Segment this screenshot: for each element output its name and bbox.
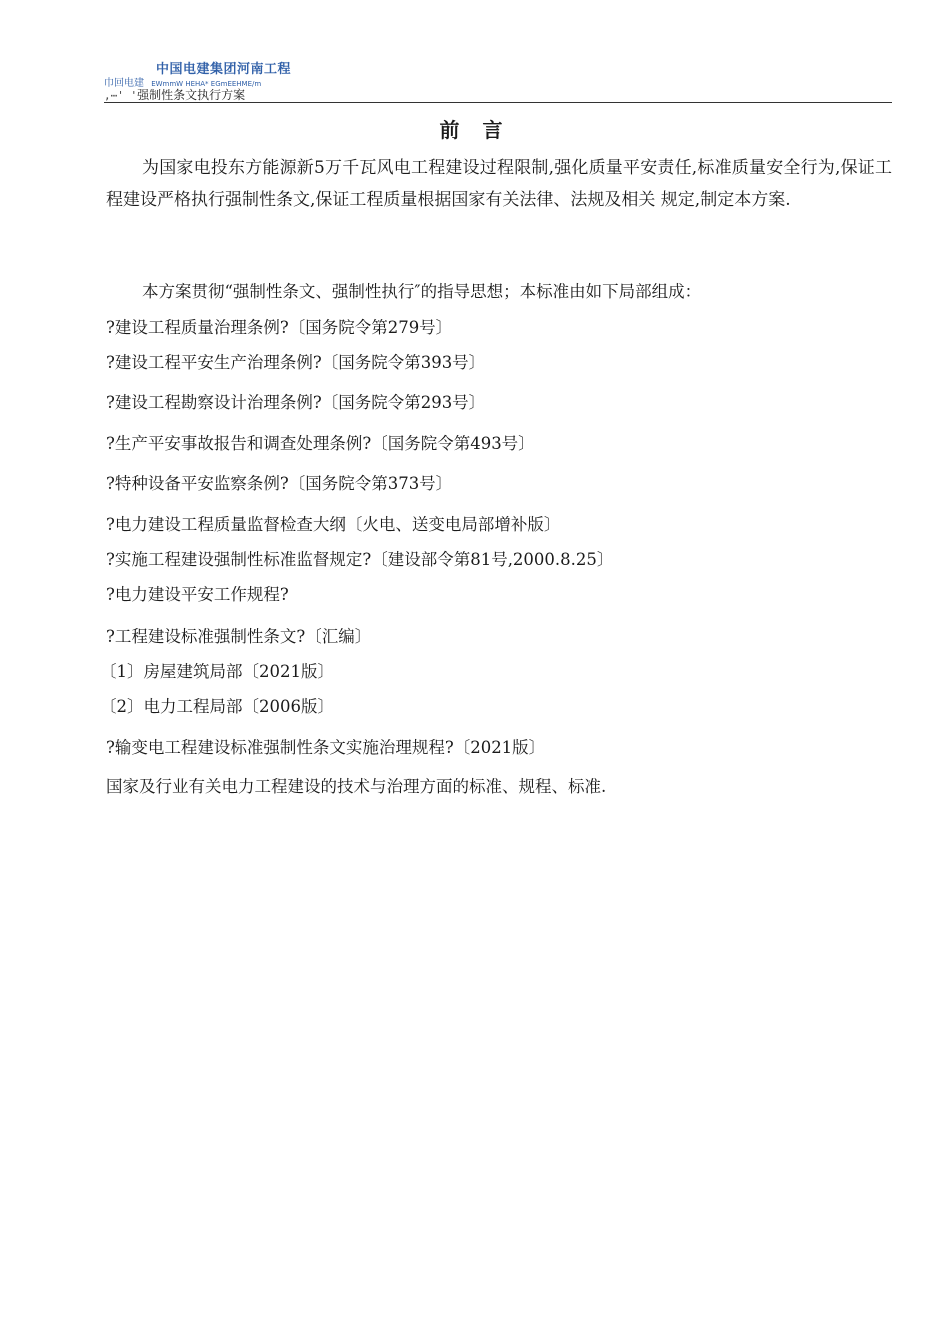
list-item: ?特种设备平安监察条例?〔国务院令第373号〕: [106, 474, 453, 493]
page-title: 前 言: [439, 118, 511, 142]
list-item: 〔1〕房屋建筑局部〔2021版〕: [100, 662, 334, 681]
logo-cn-text: 巾回电建: [104, 78, 144, 89]
company-name: 中国电建集团河南工程: [156, 62, 292, 77]
list-item: ?电力建设平安工作规程?: [106, 585, 289, 604]
list-item: ?工程建设标准强制性条文?〔汇编〕: [106, 627, 372, 646]
list-item: ?实施工程建设强制性标准监督规定?〔建设部令第81号,2000.8.25〕: [106, 550, 614, 569]
list-item: ?建设工程质量治理条例?〔国务院令第279号〕: [106, 318, 453, 337]
list-item: 国家及行业有关电力工程建设的技术与治理方面的标准、规程、标准.: [106, 777, 607, 796]
intro-paragraph: 为国家电投东方能源新5万千瓦风电工程建设过程限制,强化质量平安责任,标准质量安全行为,保证工程建设严格执行强制性条文,保证工程质量根据国家有关法律、法规及相关 规定,制定本方案.: [106, 158, 892, 210]
header-prefix: ,⋯' ': [104, 89, 138, 102]
header-title-text: 强制性条文执行方案: [137, 88, 246, 102]
list-item: ?建设工程勘察设计治理条例?〔国务院令第293号〕: [106, 393, 486, 412]
list-item: ?电力建设工程质量监督检查大纲〔火电、送变电局部增补版〕: [106, 515, 561, 534]
guideline-paragraph: 本方案贯彻“强制性条文、强制性执行″的指导思想；本标准由如下局部组成：: [142, 282, 702, 301]
logo-en-text: EWmmW HEHA* EGmEEHME/m: [151, 80, 262, 88]
list-item: ?生产平安事故报告和调查处理条例?〔国务院令第493号〕: [106, 434, 535, 453]
list-item: 〔2〕电力工程局部〔2006版〕: [100, 697, 334, 716]
list-item: ?建设工程平安生产治理条例?〔国务院令第393号〕: [106, 353, 486, 372]
list-item: ?输变电工程建设标准强制性条文实施治理规程?〔2021版〕: [106, 738, 546, 757]
page-header: [104, 56, 892, 103]
header-doc-title: [104, 86, 245, 103]
